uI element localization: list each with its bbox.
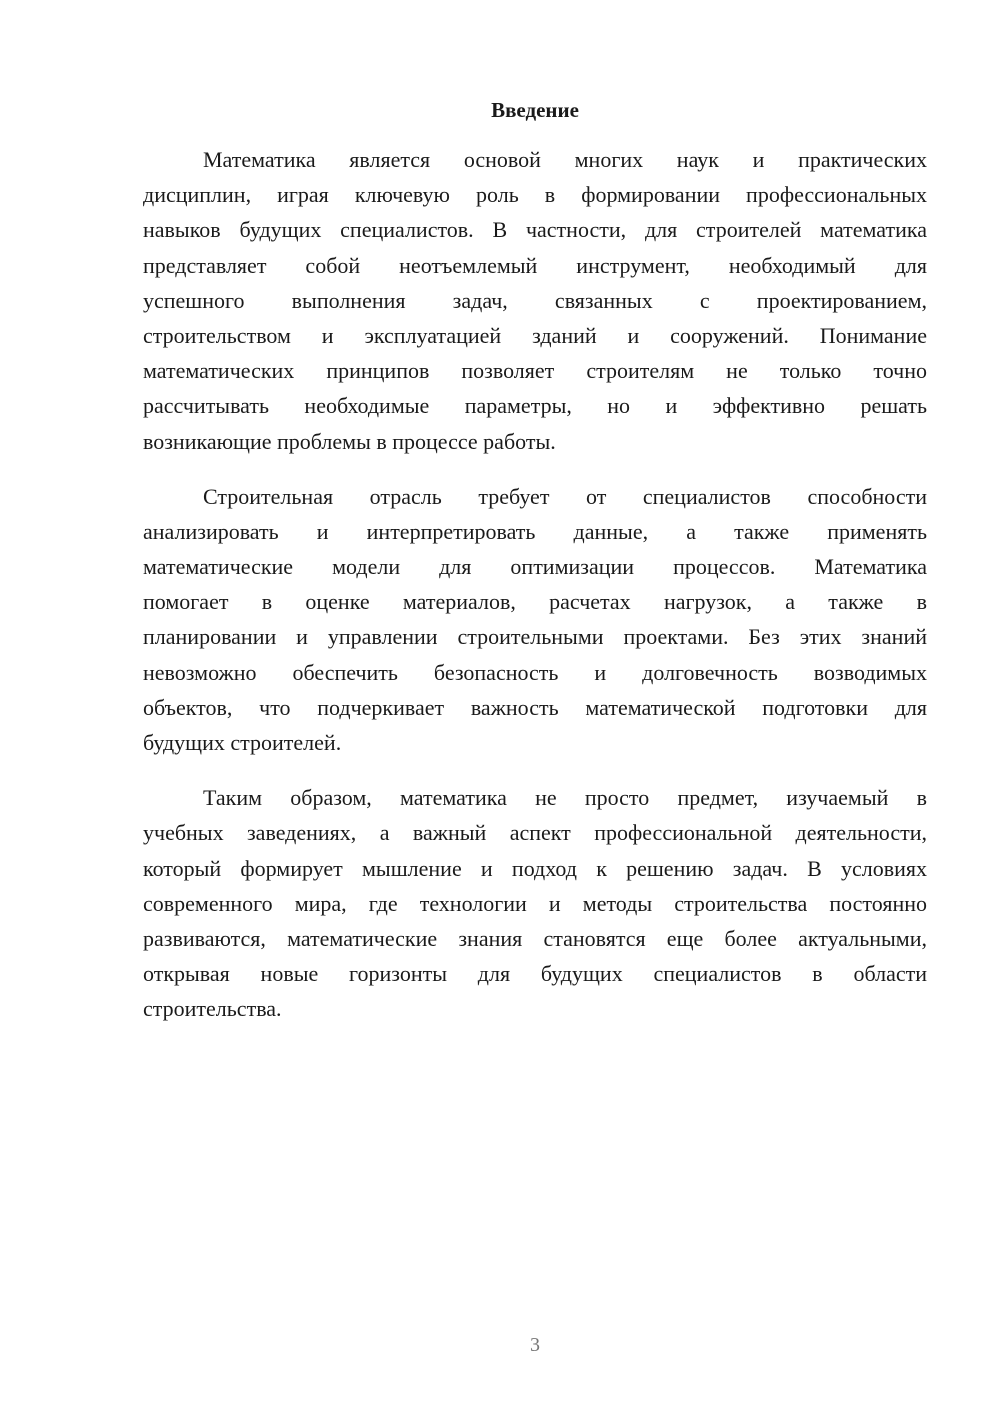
page-number: 3	[530, 1334, 540, 1356]
text-line: математические модели для оптимизации процессов. Математика	[143, 554, 927, 580]
text-line: рассчитывать необходимые параметры, но и эффективно решать	[143, 393, 927, 419]
text-line: невозможно обеспечить безопасность и долговечность возводимых	[143, 659, 927, 685]
paragraph	[143, 142, 927, 459]
text-line: современного мира, где технологии и методы строительства постоянно	[143, 890, 927, 916]
text-line: Математика является основой многих наук и практических	[203, 147, 927, 172]
text-line: строительством и эксплуатацией зданий и сооружений. Понимание	[143, 322, 927, 348]
paragraph	[143, 780, 927, 1026]
text-line: помогает в оценке материалов, расчетах нагрузок, а также в	[143, 589, 927, 615]
text-line: Таким образом, математика не просто предмет, изучаемый в	[203, 785, 927, 811]
page-title: Введение	[491, 98, 579, 122]
text-line: математических принципов позволяет строителям не только точно	[143, 358, 927, 384]
text-line: развиваются, математические знания становятся еще более актуальными,	[143, 925, 927, 951]
text-line: Строительная отрасль требует от специалистов способности	[203, 483, 927, 509]
text-line: возникающие проблемы в процессе работы.	[143, 428, 556, 454]
text-line: успешного выполнения задач, связанных с проектированием,	[143, 287, 927, 313]
paragraph	[143, 479, 927, 761]
text-line: навыков будущих специалистов. В частности, для строителей математика	[143, 217, 927, 243]
text-line: будущих строителей.	[143, 730, 342, 755]
text-line: учебных заведениях, а важный аспект профессиональной деятельности,	[143, 820, 927, 846]
text-line: представляет собой неотъемлемый инструмент, необходимый для	[143, 252, 927, 278]
text-line: строительства.	[143, 996, 282, 1022]
text-line: объектов, что подчеркивает важность математической подготовки для	[143, 694, 927, 720]
text-line: открывая новые горизонты для будущих специалистов в области	[143, 961, 927, 987]
text-line: анализировать и интерпретировать данные, а также применять	[143, 518, 927, 544]
text-line: дисциплин, играя ключевую роль в формировании профессиональных	[143, 182, 927, 208]
document-body	[143, 142, 927, 1047]
text-line: планировании и управлении строительными проектами. Без этих знаний	[143, 624, 927, 650]
text-line: который формирует мышление и подход к решению задач. В условиях	[143, 855, 927, 881]
